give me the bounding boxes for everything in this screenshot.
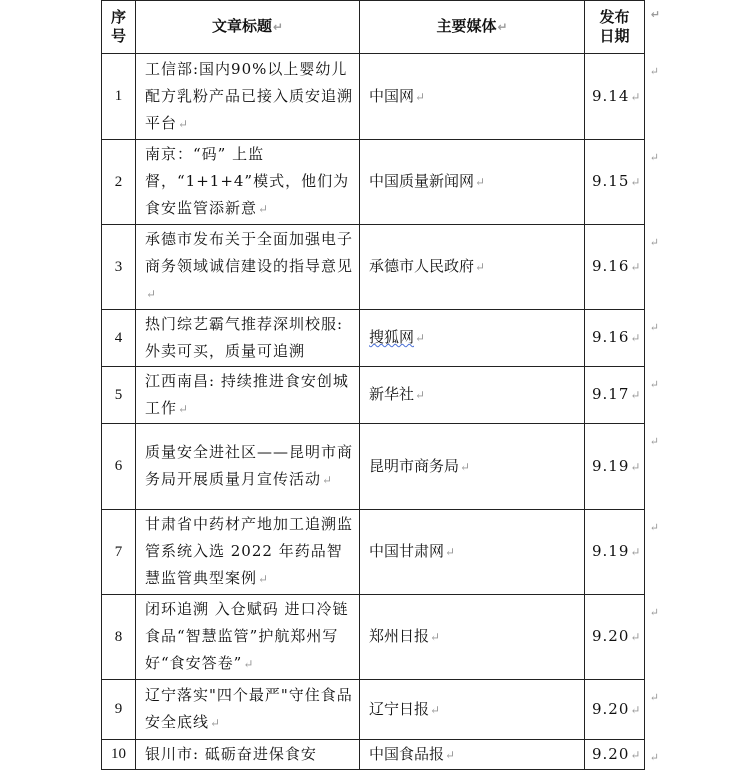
row-title: 闭环追溯 入仓赋码 进口冷链食品“智慧监管”护航郑州写好“食安答卷”↵ xyxy=(136,595,360,680)
row-num: 2 xyxy=(102,140,136,225)
row-date: 9.15↵ ↵ xyxy=(585,140,645,225)
table-row xyxy=(102,310,645,367)
table-row xyxy=(102,140,645,225)
row-media: 中国食品报↵ xyxy=(360,740,585,770)
row-media: 辽宁日报↵ xyxy=(360,680,585,740)
row-title: 辽宁落实"四个最严"守住食品安全底线↵ xyxy=(136,680,360,740)
table-row xyxy=(102,54,645,140)
row-title: 银川市: 砥砺奋进保食安 xyxy=(136,740,360,770)
row-num: 5 xyxy=(102,367,136,424)
row-num: 1 xyxy=(102,54,136,140)
row-date: 9.20↵ ↵ xyxy=(585,680,645,740)
row-media: 昆明市商务局↵ xyxy=(360,424,585,510)
row-media: 中国质量新闻网↵ xyxy=(360,140,585,225)
row-media: 郑州日报↵ xyxy=(360,595,585,680)
table-row xyxy=(102,225,645,310)
header-num: 序号 xyxy=(102,1,136,54)
row-num: 10 xyxy=(102,740,136,770)
row-num: 4 xyxy=(102,310,136,367)
row-num: 7 xyxy=(102,510,136,595)
table-row xyxy=(102,680,645,740)
article-table xyxy=(101,0,660,770)
table-row xyxy=(102,424,645,510)
row-date: 9.16↵ ↵ xyxy=(585,225,645,310)
table-row xyxy=(102,740,645,770)
row-date: 9.19↵ ↵ xyxy=(585,510,645,595)
header-date: 发布日期 ↵ xyxy=(585,1,645,54)
row-media: 中国甘肃网↵ xyxy=(360,510,585,595)
row-media: 新华社↵ xyxy=(360,367,585,424)
table-row xyxy=(102,595,645,680)
table-header-row xyxy=(102,1,645,54)
header-media: 主要媒体↵ xyxy=(360,1,585,54)
row-title: 工信部:国内90%以上婴幼儿配方乳粉产品已接入质安追溯平台↵ xyxy=(136,54,360,140)
row-title: 南京：“码” 上监督，“1+1+4”模式，他们为食安监管添新意↵ xyxy=(136,140,360,225)
row-title: 热门综艺霸气推荐深圳校服: 外卖可买，质量可追溯 xyxy=(136,310,360,367)
table-row xyxy=(102,367,645,424)
row-date: 9.20↵ ↵ xyxy=(585,595,645,680)
row-media: 承德市人民政府↵ xyxy=(360,225,585,310)
row-num: 6 xyxy=(102,424,136,510)
row-title: 承德市发布关于全面加强电子商务领域诚信建设的指导意见↵ xyxy=(136,225,360,310)
row-date: 9.14↵ ↵ xyxy=(585,54,645,140)
row-num: 9 xyxy=(102,680,136,740)
row-date: 9.20↵ ↵ xyxy=(585,740,645,770)
table-row xyxy=(102,510,645,595)
row-date: 9.17↵ ↵ xyxy=(585,367,645,424)
row-num: 8 xyxy=(102,595,136,680)
row-title: 江西南昌: 持续推进食安创城工作↵ xyxy=(136,367,360,424)
row-num: 3 xyxy=(102,225,136,310)
row-date: 9.16↵ ↵ xyxy=(585,310,645,367)
row-date: 9.19↵ ↵ xyxy=(585,424,645,510)
row-title: 质量安全进社区——昆明市商务局开展质量月宣传活动↵ xyxy=(136,424,360,510)
header-title: 文章标题↵ xyxy=(136,1,360,54)
row-title: 甘肃省中药材产地加工追溯监管系统入选 2022 年药品智慧监管典型案例↵ xyxy=(136,510,360,595)
row-media: 中国网↵ xyxy=(360,54,585,140)
row-media: 搜狐网↵ xyxy=(360,310,585,367)
